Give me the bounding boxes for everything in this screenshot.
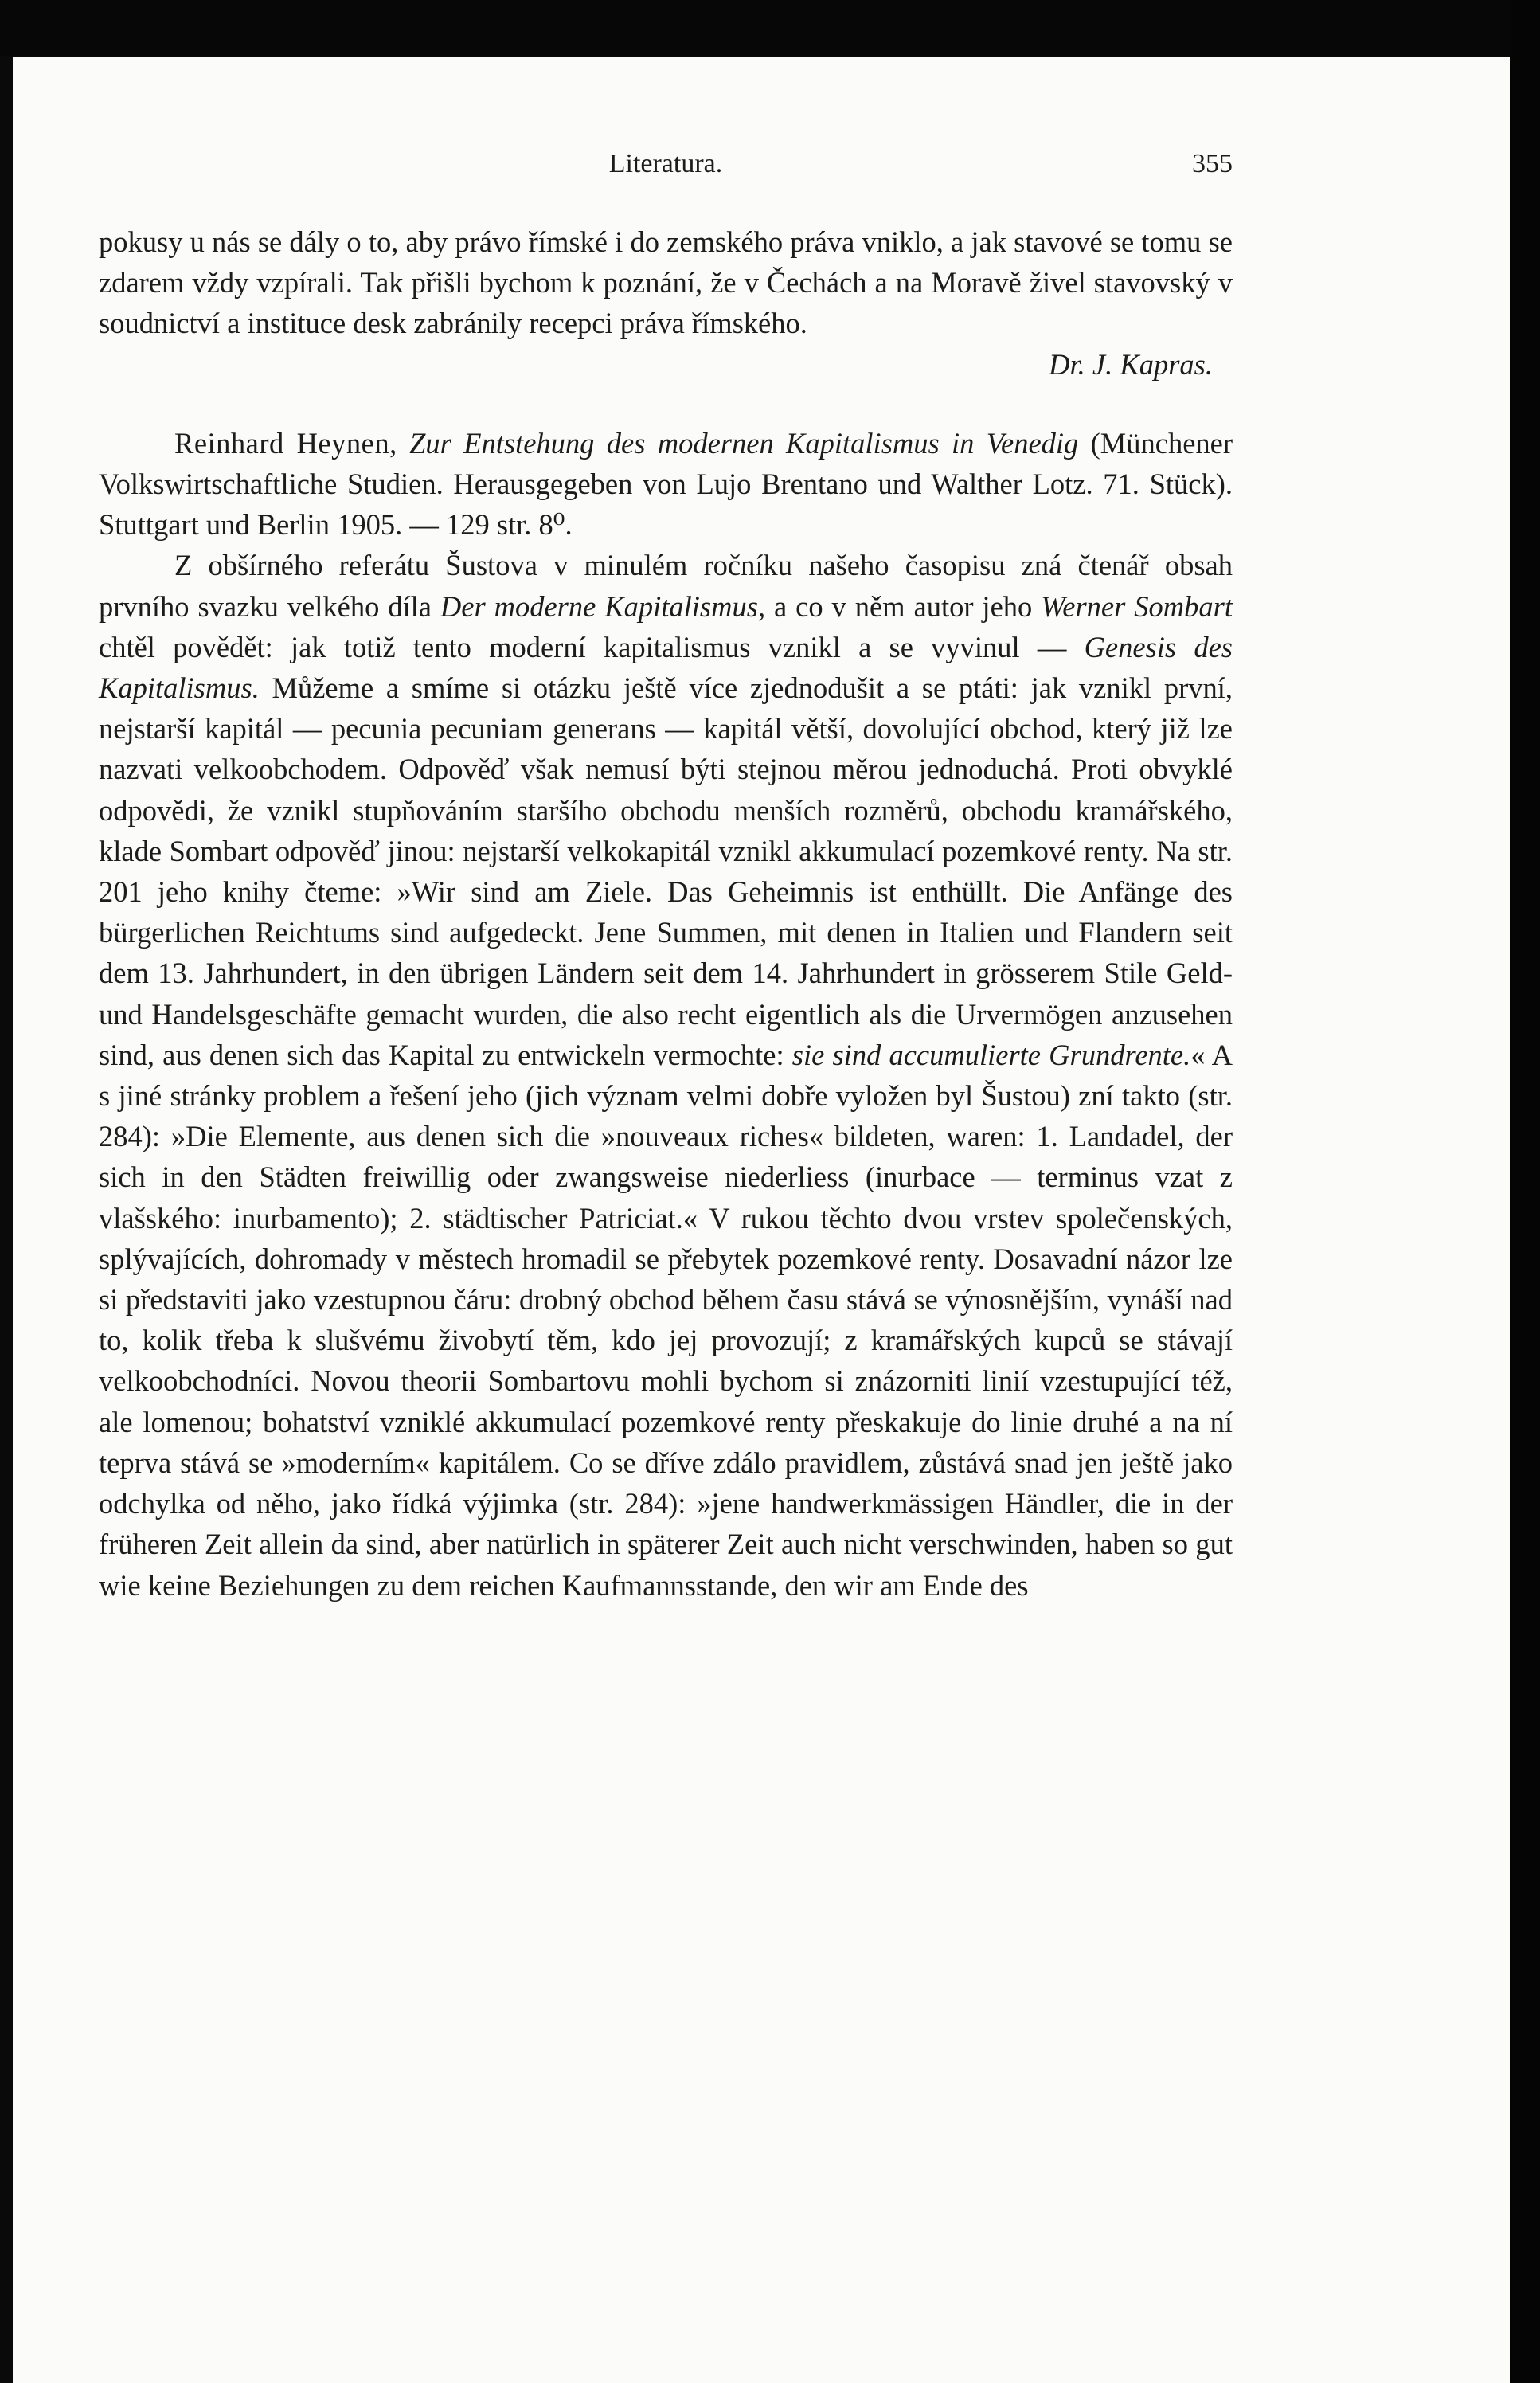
- review-author: Reinhard Heynen,: [174, 426, 397, 460]
- body-text-2: a co v něm autor jeho: [774, 589, 1033, 623]
- body-text-4: Můžeme a smíme si otázku ještě více zjednodušit a se ptáti: jak vznikl první, nejstarší kapitál — pecunia pecuniam generans — kapitál větší, dovolující obchod, který již lze nazvati velkoobchodem. Odpověď však nemusí býti stejnou měrou jednoduchá. Proti obvyklé odpovědi, že vznikl stupňováním staršího obchodu menších rozměrů, obchodu kramářského, klade Sombart odpověď jinou: nejstarší velkokapitál vznikl akkumulací pozemkové renty. Na str. 201 jeho knihy čteme: »Wir sind am Ziele. Das Geheimnis ist enthüllt. Die Anfänge des bürgerlichen Reichtums sind aufgedeckt. Jene Summen, mit denen in Italien und Flandern seit dem 13. Jahrhundert, in den übrigen Ländern seit dem 14. Jahrhundert in grösserem Stile Geld- und Handelsgeschäfte gemacht wurden, die also recht eigentlich als die Urvermögen anzusehen sind, aus denen sich das Kapital zu entwickeln vermochte:: [99, 671, 1233, 1071]
- body-text-3: chtěl povědět: jak totiž tento moderní kapitalismus vznikl a se vyvinul —: [99, 630, 1067, 663]
- running-head-title: Literatura.: [608, 149, 723, 178]
- page-text: [99, 143, 1233, 1606]
- scan-border-top: [0, 0, 1540, 56]
- body-text-5: « A s jiné stránky problem a řešení jeho (jich význam velmi dobře vyložen byl Šustou) zní takto (str. 284): »Die Elemente, aus denen sich die »nouveaux riches« bildeten, waren: 1. Landadel, der sich in den Städten freiwillig oder zwangsweise niederliess (inurbace — terminus vzat z vlašského: inurbamento); 2. städtischer Patriciat.« V rukou těchto dvou vrstev společenských, splývajících, dohromady v městech hromadil se přebytek pozemkové renty. Dosavadní názor lze si představiti jako vzestupnou čáru: drobný obchod během času stává se výnosnějším, vynáší nad to, kolik třeba k slušvému živobytí těm, kdo jej provozují; z kramářských kupců se stávají velkoobchodníci. Novou theorii Sombartovu mohli bychom si znázorniti linií vzestupující též, ale lomenou; bohatství vzniklé akkumulací pozemkové renty přeskakuje do linie druhé a na ní teprva stává se »moderním« kapitálem. Co se dříve zdálo pravidlem, zůstává snad jen ještě jako odchylka od něho, jako řídká výjimka (str. 284): »jene handwerkmässigen Händler, die in der früheren Zeit allein da sind, aber natürlich in späterer Zeit auch nicht verschwinden, haben so gut wie keine Beziehungen zu dem reichen Kaufmannsstande, den wir am Ende des: [99, 1038, 1233, 1602]
- review-publication-details: (Münchener Volkswirtschaftliche Studien. Herausgegeben von Lujo Brentano und Walther Lotz. 71. Stück). Stuttgart und Berlin 1905. — 129 str. 8⁰.: [99, 426, 1233, 542]
- review-body: [99, 545, 1233, 1605]
- review-heading: [99, 423, 1233, 546]
- running-head: [99, 143, 1233, 188]
- scan-border-right: [1510, 0, 1540, 2383]
- genesis-title: Genesis des Kapitalismus.: [99, 630, 1233, 705]
- paragraph-continuation: pokusy u nás se dály o to, aby právo římské i do zemského práva vniklo, a jak stavové se tomu se zdarem vždy vzpírali. Tak přišli bychom k poznání, že v Čechách a na Moravě živel stavovský v soudnictví a instituce desk zabránily recepci práva římského.: [99, 225, 1233, 340]
- quote-emphasis: sie sind accumulierte Grundrente.: [791, 1038, 1191, 1071]
- author-name: Werner Sombart: [1041, 589, 1233, 623]
- page-number: 355: [1192, 149, 1233, 178]
- work-title: Der moderne Kapitalismus,: [440, 589, 766, 623]
- review-book-title: Zur Entstehung des modernen Kapitalismus in Venedig: [409, 426, 1079, 460]
- body-text-1: Z obšírného referátu Šustova v minulém ročníku našeho časopisu zná čtenář obsah prvního svazku velkého díla: [99, 549, 1233, 623]
- review-signature: Dr. J. Kapras.: [1049, 347, 1213, 381]
